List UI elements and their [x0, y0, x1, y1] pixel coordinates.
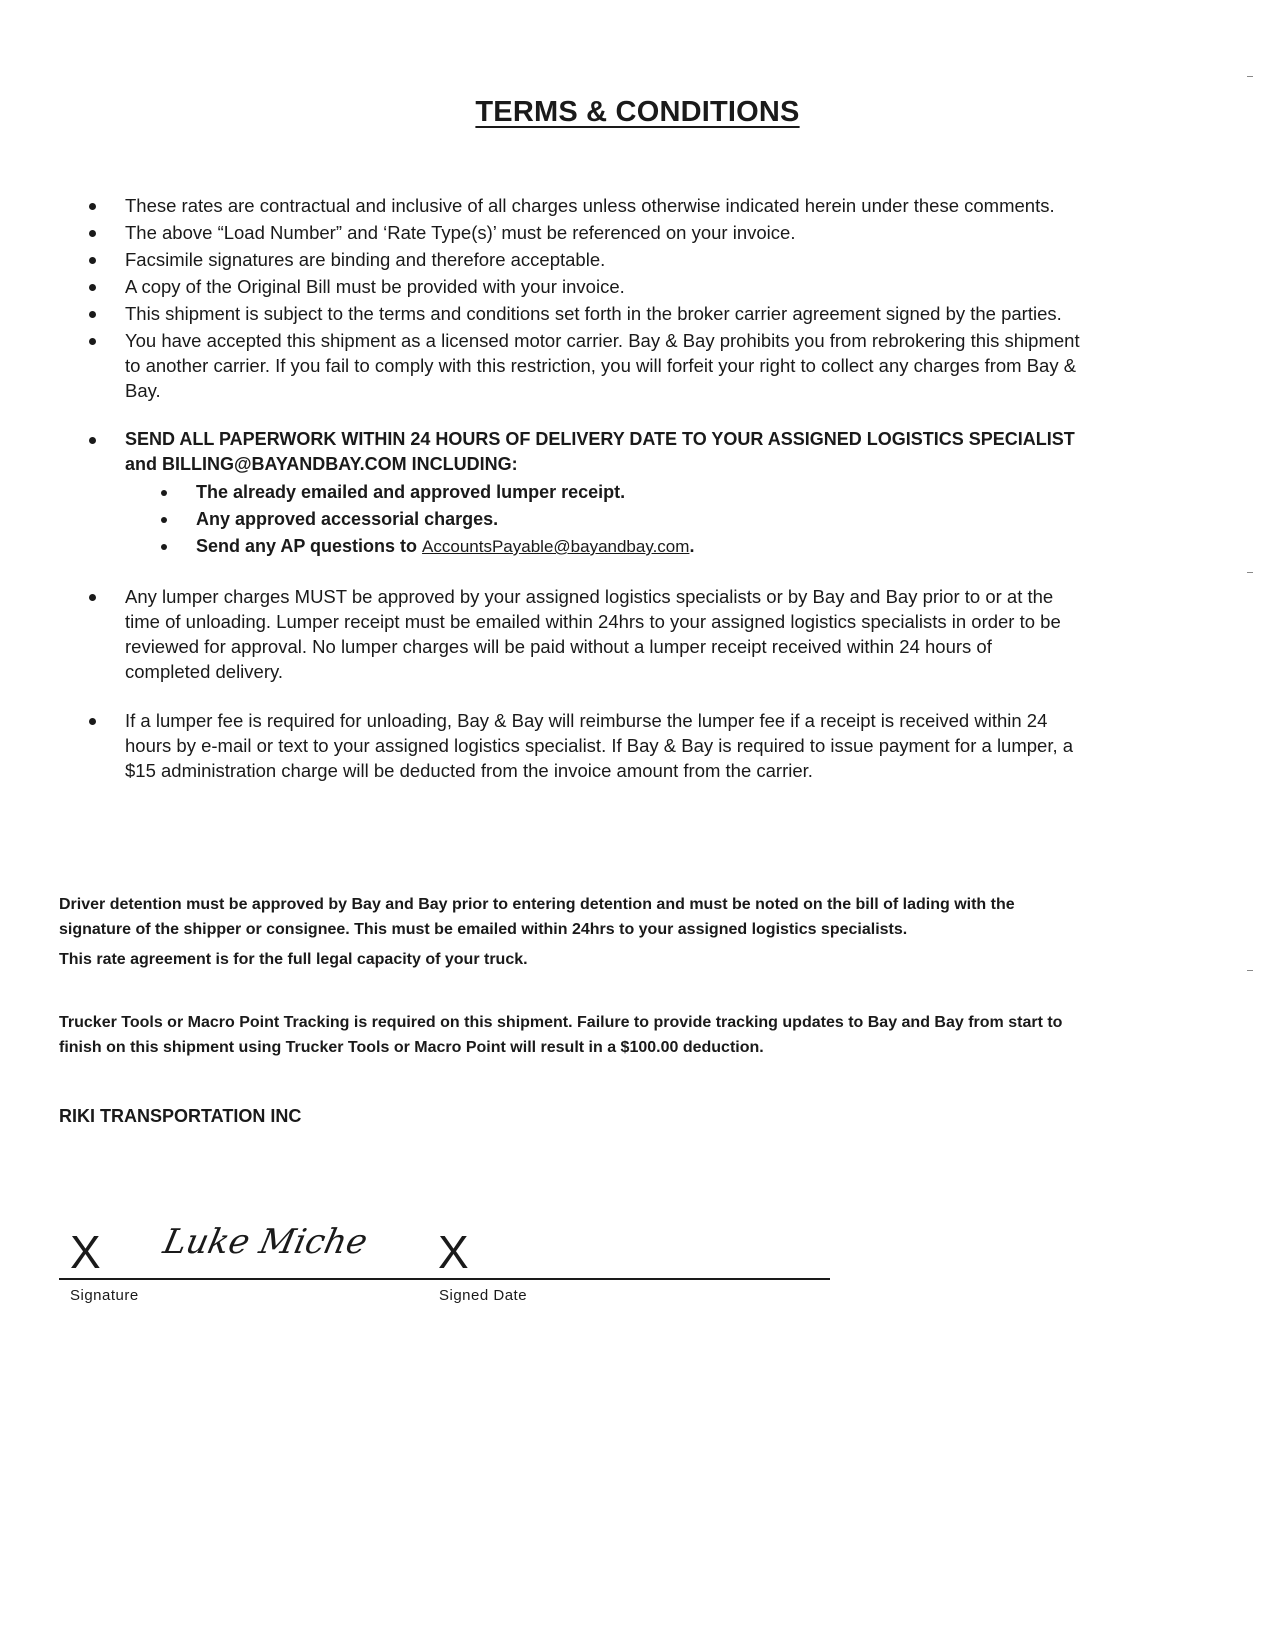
ap-email-link[interactable]: AccountsPayable@bayandbay.com — [422, 537, 690, 556]
paperwork-item: Any approved accessorial charges. — [0, 506, 1275, 533]
signature-x-mark: X — [70, 1226, 101, 1278]
lumper-fee-item: If a lumper fee is required for unloading, Bay & Bay will reimburse the lumper fee if a receipt is received within 24 hours by e-mail or text to your assigned logistics specialist. If Bay & Bay is required to issue payment for a lumper, a $15 administration charge will be deducted from the invoice amount from the carrier. — [0, 708, 1275, 783]
terms-list — [0, 193, 1275, 785]
scan-edge-mark — [1247, 970, 1253, 971]
term-item: You have accepted this shipment as a licensed motor carrier. Bay & Bay prohibits you from rebrokering this shipment to another carrier. If you fail to comply with this restriction, you will forfeit your right to collect any charges from Bay & Bay. — [0, 328, 1275, 403]
signature-label: Signature — [70, 1287, 139, 1304]
paperwork-item: The already emailed and approved lumper receipt. — [0, 479, 1275, 506]
handwritten-signature: Luke Miche — [159, 1222, 372, 1262]
term-item: Facsimile signatures are binding and therefore acceptable. — [0, 247, 1275, 272]
signed-date-label: Signed Date — [439, 1287, 528, 1304]
scan-edge-mark — [1247, 572, 1253, 573]
tracking-paragraph: Trucker Tools or Macro Point Tracking is required on this shipment. Failure to provide tracking updates to Bay and Bay from start to finish on this shipment using Trucker Tools or Macro Point will result in a $100.00 deduction. — [59, 1014, 1063, 1056]
ap-prefix: Send any AP questions to — [196, 536, 423, 556]
term-item: A copy of the Original Bill must be provided with your invoice. — [0, 274, 1275, 299]
carrier-name: RIKI TRANSPORTATION INC — [59, 1106, 302, 1126]
paperwork-item-ap — [0, 533, 1275, 560]
date-x-mark: X — [438, 1226, 469, 1278]
ap-suffix: . — [689, 536, 695, 556]
signature-line — [59, 1278, 830, 1280]
lumper-approval-item: Any lumper charges MUST be approved by your assigned logistics specialists or by Bay and Bay prior to or at the time of unloading. Lumper receipt must be emailed within 24hrs to your assigned logistics specialists in order to be reviewed for approval. No lumper charges will be paid without a lumper receipt received within 24 hours of completed delivery. — [0, 584, 1275, 684]
term-item: This shipment is subject to the terms and conditions set forth in the broker carrier agreement signed by the parties. — [0, 301, 1275, 326]
detention-paragraph: Driver detention must be approved by Bay and Bay prior to entering detention and must be noted on the bill of lading with the signature of the shipper or consignee. This must be emailed within 24hrs to your assigned logistics specialists. — [59, 896, 1015, 938]
scan-edge-mark — [1247, 76, 1253, 77]
paperwork-heading: SEND ALL PAPERWORK WITHIN 24 HOURS OF DELIVERY DATE TO YOUR ASSIGNED LOGISTICS SPECIALIST and BILLING@BAYANDBAY.COM INCLUDING: — [0, 427, 1275, 477]
title-text: TERMS & CONDITIONS — [475, 96, 800, 128]
capacity-paragraph: This rate agreement is for the full legal capacity of your truck. — [59, 951, 528, 968]
term-item: The above “Load Number” and ‘Rate Type(s)’ must be referenced on your invoice. — [0, 220, 1275, 245]
page-title — [0, 96, 1275, 129]
term-item: These rates are contractual and inclusive of all charges unless otherwise indicated herein under these comments. — [0, 193, 1275, 218]
